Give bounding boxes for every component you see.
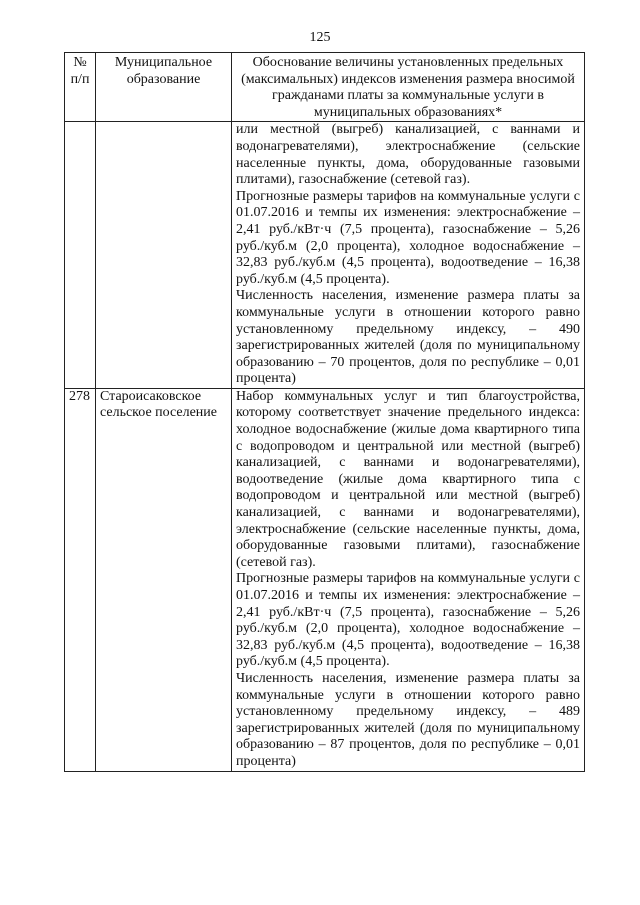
paragraph: Прогнозные размеры тарифов на коммунальные услуги с 01.07.2016 и темпы их изменения: электроснабжение – 2,41 руб./кВт·ч (7,5 процента), газоснабжение – 5,26 руб./куб.м (2,0 процента), холодное водоснабжение – 32,83 руб./куб.м (4,5 процента), водоотведение – 16,38 руб./куб.м (4,5 процента). (236, 188, 580, 287)
page-number: 125 (309, 30, 331, 45)
tariff-table (64, 52, 585, 772)
row-justification (232, 122, 585, 389)
paragraph: Набор коммунальных услуг и тип благоустройства, которому соответствует значение предельного индекса: холодное водоснабжение (жилые дома квартирного типа с водопроводом и центральной или местной (выгреб) канализацией, с ваннами и водонагревателями), водоотведение (жилые дома квартирного типа с водопроводом и центральной или местной (выгреб) канализацией, с ваннами и водонагревателями), электроснабжение (сельские населенные пункты, дома, оборудованные газовыми плитами), газоснабжение (сетевой газ). (236, 388, 580, 570)
header-justification: Обоснование величины установленных предельных (максимальных) индексов изменения размера вносимой гражданами платы за коммунальные услуги в муниципальных образованиях* (232, 53, 585, 122)
table-row (65, 388, 585, 771)
header-num: № п/п (65, 53, 96, 122)
header-municipality: Муниципальное образование (96, 53, 232, 122)
table-header-row (65, 53, 585, 122)
row-municipality: Староисаковское сельское поселение (96, 388, 232, 771)
paragraph: Численность населения, изменение размера платы за коммунальные услуги в отношении которого равно установленному предельному индексу, – 490 зарегистрированных жителей (доля по муниципальному образованию – 70 процентов, доля по республике – 0,01 процента) (236, 288, 580, 387)
table-row (65, 122, 585, 389)
row-justification (232, 388, 585, 771)
row-num: 278 (65, 388, 96, 771)
row-num (65, 122, 96, 389)
row-municipality (96, 122, 232, 389)
paragraph: Численность населения, изменение размера платы за коммунальные услуги в отношении которого равно установленному предельному индексу, – 489 зарегистрированных жителей (доля по муниципальному образованию – 87 процентов, доля по республике – 0,01 процента) (236, 670, 580, 769)
paragraph: Прогнозные размеры тарифов на коммунальные услуги с 01.07.2016 и темпы их изменения: электроснабжение – 2,41 руб./кВт·ч (7,5 процента), газоснабжение – 5,26 руб./куб.м (2,0 процента), холодное водоснабжение – 32,83 руб./куб.м (4,5 процента), водоотведение – 16,38 руб./куб.м (4,5 процента). (236, 571, 580, 670)
paragraph: или местной (выгреб) канализацией, с ваннами и водонагревателями), электроснабжение (сельские населенные пункты, дома, оборудованные газовыми плитами), газоснабжение (сетевой газ). (236, 122, 580, 188)
